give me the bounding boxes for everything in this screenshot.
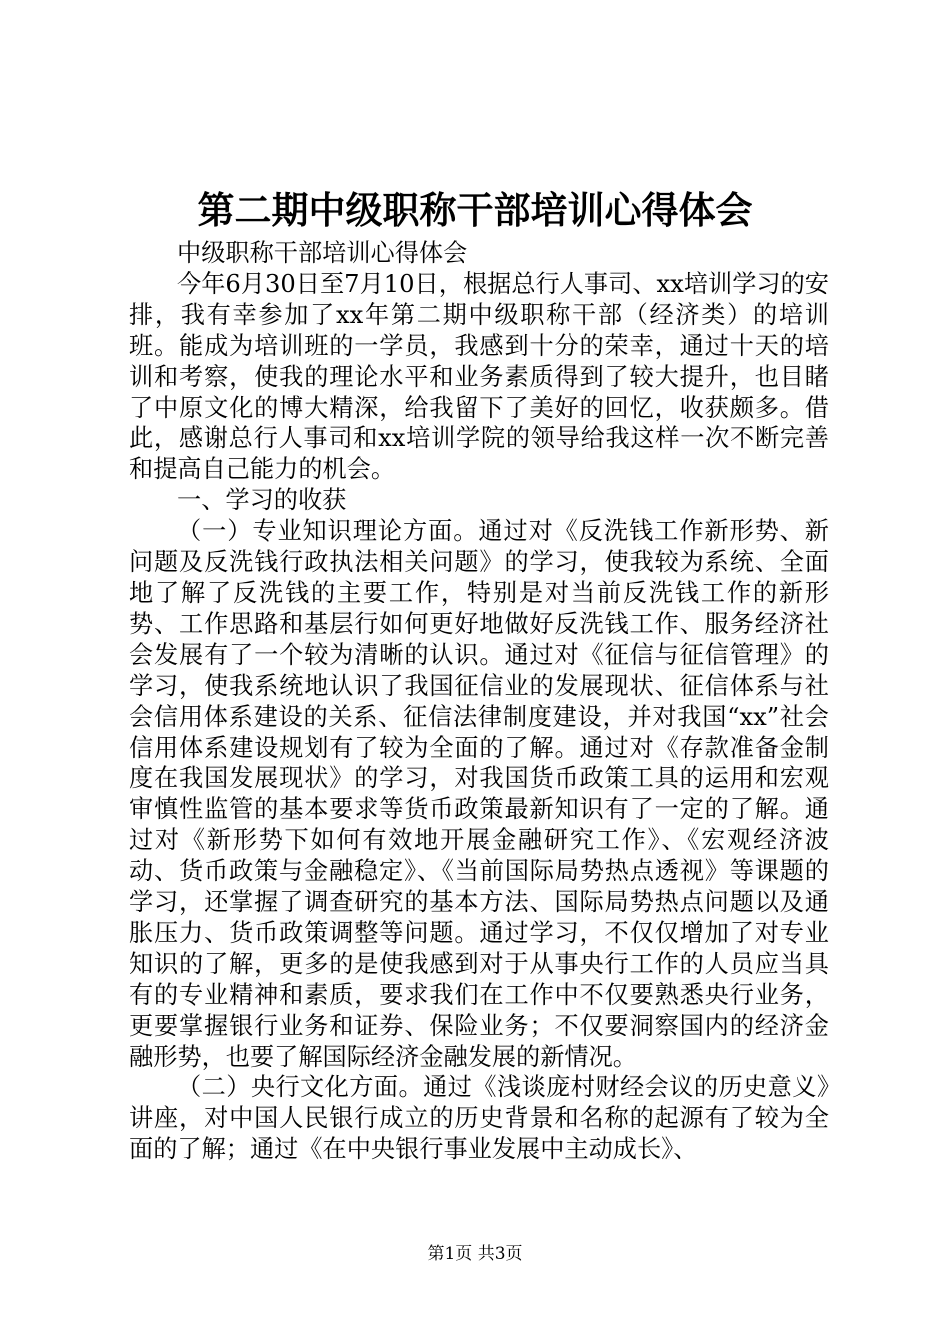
paragraph-subtitle: 中级职称干部培训心得体会 bbox=[177, 239, 468, 267]
paragraph-central-bank-culture: （二）央行文化方面。通过《浅谈庞村财经会议的历史意义》讲座，对中国人民银行成立的历史背景和名称的起源有了较为全面的了解；通过《在中央银行事业发展中主动成长》、 bbox=[129, 1073, 829, 1164]
document-body bbox=[129, 238, 829, 1165]
section-heading-learning-gains: 一、学习的收获 bbox=[177, 486, 347, 515]
page-footer: 第1页 共3页 bbox=[427, 1244, 523, 1264]
paragraph-intro: 今年6月30日至7月10日，根据总行人事司、xx培训学习的安排，我有幸参加了xx年第二期中级职称干部（经济类）的培训班。能成为培训班的一学员，我感到十分的荣幸，通过十天的培训和考察，使我的理论水平和业务素质得到了较大提升，也目睹了中原文化的博大精深，给我留下了美好的回忆，收获颇多。借此，感谢总行人事司和xx培训学院的领导给我这样一次不断完善和提高自己能力的机会。 bbox=[129, 269, 829, 484]
document-title: 第二期中级职称干部培训心得体会 bbox=[197, 188, 753, 232]
paragraph-professional-knowledge: （一）专业知识理论方面。通过对《反洗钱工作新形势、新问题及反洗钱行政执法相关问题》的学习，使我较为系统、全面地了解了反洗钱的主要工作，特别是对当前反洗钱工作的新形势、工作思路和基层行如何更好地做好反洗钱工作、服务经济社会发展有了一个较为清晰的认识。通过对《征信与征信管理》的学习，使我系统地认识了我国征信业的发展现状、征信体系与社会信用体系建设的关系、征信法律制度建设，并对我国“xx”社会信用体系建设规划有了较为全面的了解。通过对《存款准备金制度在我国发展现状》的学习，对我国货币政策工具的运用和宏观审慎性监管的基本要求等货币政策最新知识有了一定的了解。通过对《新形势下如何有效地开展金融研究工作》、《宏观经济波动、货币政策与金融稳定》、《当前国际局势热点透视》等课题的学习，还掌握了调查研究的基本方法、国际局势热点问题以及通胀压力、货币政策调整等问题。通过学习，不仅仅增加了对专业知识的了解，更多的是使我感到对于从事央行工作的人员应当具有的专业精神和素质，要求我们在工作中不仅要熟悉央行业务，更要掌握银行业务和证券、保险业务；不仅要洞察国内的经济金融形势，也要了解国际经济金融发展的新情况。 bbox=[129, 517, 829, 1071]
